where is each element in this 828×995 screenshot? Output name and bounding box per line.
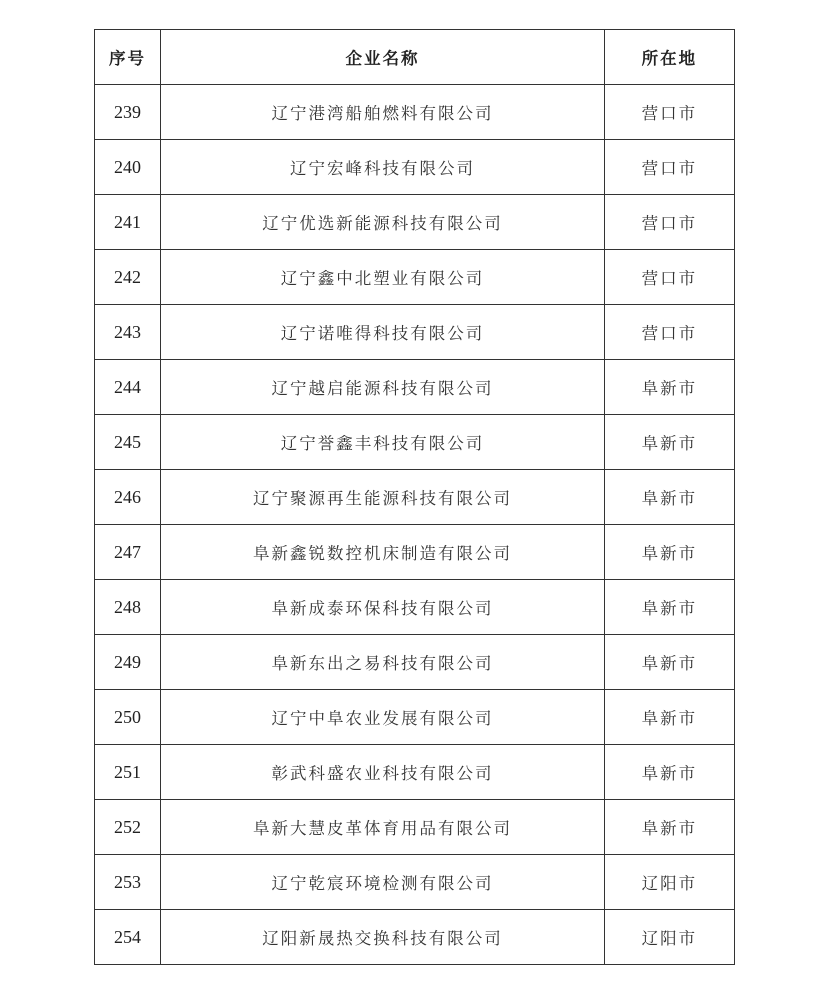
- row-number: 252: [95, 800, 161, 855]
- table-row: [95, 690, 735, 745]
- table-row: [95, 195, 735, 250]
- company-name: 辽宁中阜农业发展有限公司: [161, 690, 605, 745]
- row-number: 247: [95, 525, 161, 580]
- company-table: [94, 29, 735, 965]
- table-row: [95, 855, 735, 910]
- header-name: 企业名称: [161, 30, 605, 85]
- table-row: [95, 305, 735, 360]
- row-number: 245: [95, 415, 161, 470]
- company-location: 阜新市: [604, 690, 734, 745]
- company-name: 辽宁聚源再生能源科技有限公司: [161, 470, 605, 525]
- table-row: [95, 470, 735, 525]
- company-location: 阜新市: [604, 415, 734, 470]
- company-name: 阜新成泰环保科技有限公司: [161, 580, 605, 635]
- table-row: [95, 415, 735, 470]
- table-row: [95, 140, 735, 195]
- header-num: 序号: [95, 30, 161, 85]
- table-row: [95, 910, 735, 965]
- row-number: 251: [95, 745, 161, 800]
- company-location: 阜新市: [604, 800, 734, 855]
- company-location: 营口市: [604, 140, 734, 195]
- company-name: 辽宁宏峰科技有限公司: [161, 140, 605, 195]
- row-number: 242: [95, 250, 161, 305]
- row-number: 239: [95, 85, 161, 140]
- company-name: 辽宁港湾船舶燃料有限公司: [161, 85, 605, 140]
- table-row: [95, 250, 735, 305]
- company-name: 阜新东出之易科技有限公司: [161, 635, 605, 690]
- row-number: 249: [95, 635, 161, 690]
- row-number: 246: [95, 470, 161, 525]
- row-number: 253: [95, 855, 161, 910]
- company-name: 辽宁越启能源科技有限公司: [161, 360, 605, 415]
- header-row: [95, 30, 735, 85]
- row-number: 240: [95, 140, 161, 195]
- company-location: 营口市: [604, 250, 734, 305]
- row-number: 248: [95, 580, 161, 635]
- table-row: [95, 85, 735, 140]
- table-row: [95, 360, 735, 415]
- header-location: 所在地: [604, 30, 734, 85]
- company-name: 辽宁乾宸环境检测有限公司: [161, 855, 605, 910]
- company-location: 营口市: [604, 305, 734, 360]
- company-location: 阜新市: [604, 360, 734, 415]
- company-location: 阜新市: [604, 580, 734, 635]
- row-number: 243: [95, 305, 161, 360]
- company-name: 彰武科盛农业科技有限公司: [161, 745, 605, 800]
- company-location: 营口市: [604, 85, 734, 140]
- company-location: 阜新市: [604, 470, 734, 525]
- table-body: [95, 85, 735, 965]
- table-row: [95, 635, 735, 690]
- company-location: 营口市: [604, 195, 734, 250]
- table-row: [95, 800, 735, 855]
- company-name: 辽宁优选新能源科技有限公司: [161, 195, 605, 250]
- row-number: 241: [95, 195, 161, 250]
- company-location: 阜新市: [604, 745, 734, 800]
- company-name: 辽宁誉鑫丰科技有限公司: [161, 415, 605, 470]
- company-name: 辽阳新晟热交换科技有限公司: [161, 910, 605, 965]
- table-row: [95, 580, 735, 635]
- company-name: 辽宁鑫中北塑业有限公司: [161, 250, 605, 305]
- table-row: [95, 525, 735, 580]
- company-name: 阜新大慧皮革体育用品有限公司: [161, 800, 605, 855]
- row-number: 254: [95, 910, 161, 965]
- table-header: [95, 30, 735, 85]
- company-location: 阜新市: [604, 525, 734, 580]
- company-name: 辽宁诺唯得科技有限公司: [161, 305, 605, 360]
- table-row: [95, 745, 735, 800]
- row-number: 250: [95, 690, 161, 745]
- row-number: 244: [95, 360, 161, 415]
- company-location: 阜新市: [604, 635, 734, 690]
- company-location: 辽阳市: [604, 910, 734, 965]
- company-name: 阜新鑫锐数控机床制造有限公司: [161, 525, 605, 580]
- company-location: 辽阳市: [604, 855, 734, 910]
